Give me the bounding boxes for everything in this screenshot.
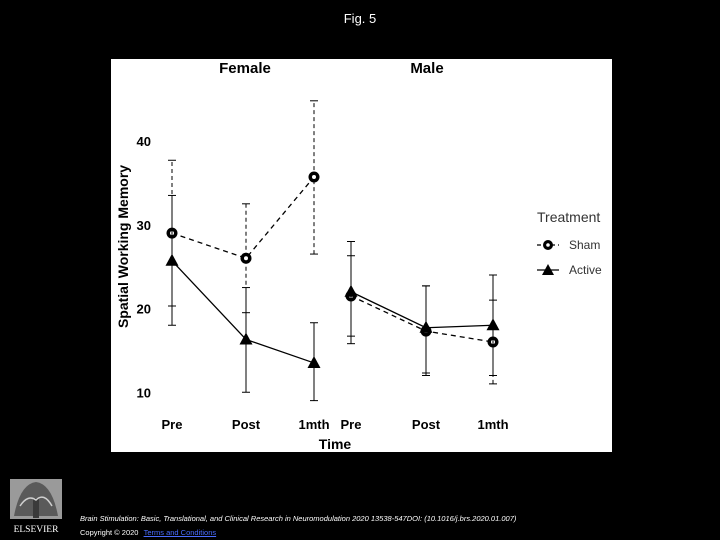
legend-title: Treatment: [537, 209, 601, 225]
panel-title-1: Male: [410, 60, 444, 77]
data-point-active: [345, 285, 358, 297]
data-point-active: [420, 321, 433, 333]
series-line-active: [351, 292, 493, 328]
figure-panel: [111, 59, 612, 452]
x-tick-label: Post: [411, 417, 441, 432]
y-tick-label: 20: [136, 301, 151, 317]
x-tick-label: 1mth: [298, 417, 330, 432]
y-tick-label: 30: [136, 217, 151, 233]
x-tick-label: 1mth: [477, 417, 509, 432]
y-axis-label: Spatial Working Memory: [115, 164, 131, 329]
terms-link[interactable]: Terms and Conditions: [143, 528, 217, 537]
chart-svg: [111, 59, 612, 452]
data-point-active: [166, 254, 179, 266]
x-axis-label: Time: [318, 436, 352, 452]
slide-title: Fig. 5: [343, 11, 377, 26]
svg-text:ELSEVIER: ELSEVIER: [13, 525, 59, 535]
legend-label-sham: Sham: [569, 238, 601, 252]
copyright-line: [80, 528, 216, 537]
x-tick-label: Pre: [340, 417, 362, 432]
series-line-active: [172, 261, 314, 363]
y-tick-label: 10: [136, 385, 151, 401]
data-point-active: [487, 318, 500, 330]
series-line-sham: [172, 177, 314, 258]
citation-text: Brain Stimulation: Basic, Translational, and Clinical Research in Neuromodulation 2020 13538-547DOI: (10.1016/j.brs.2020.01.007): [80, 514, 517, 523]
x-tick-label: Post: [231, 417, 261, 432]
legend-marker-center: [546, 243, 550, 247]
copyright-text: Copyright © 2020: [80, 528, 139, 537]
data-point-center: [244, 256, 248, 260]
legend-label-active: Active: [569, 263, 602, 277]
y-tick-label: 40: [136, 134, 151, 149]
data-point-center: [312, 175, 316, 179]
panel-title-0: Female: [219, 60, 271, 77]
elsevier-logo: [6, 476, 66, 536]
x-tick-label: Pre: [161, 417, 183, 432]
series-line-sham: [351, 296, 493, 342]
